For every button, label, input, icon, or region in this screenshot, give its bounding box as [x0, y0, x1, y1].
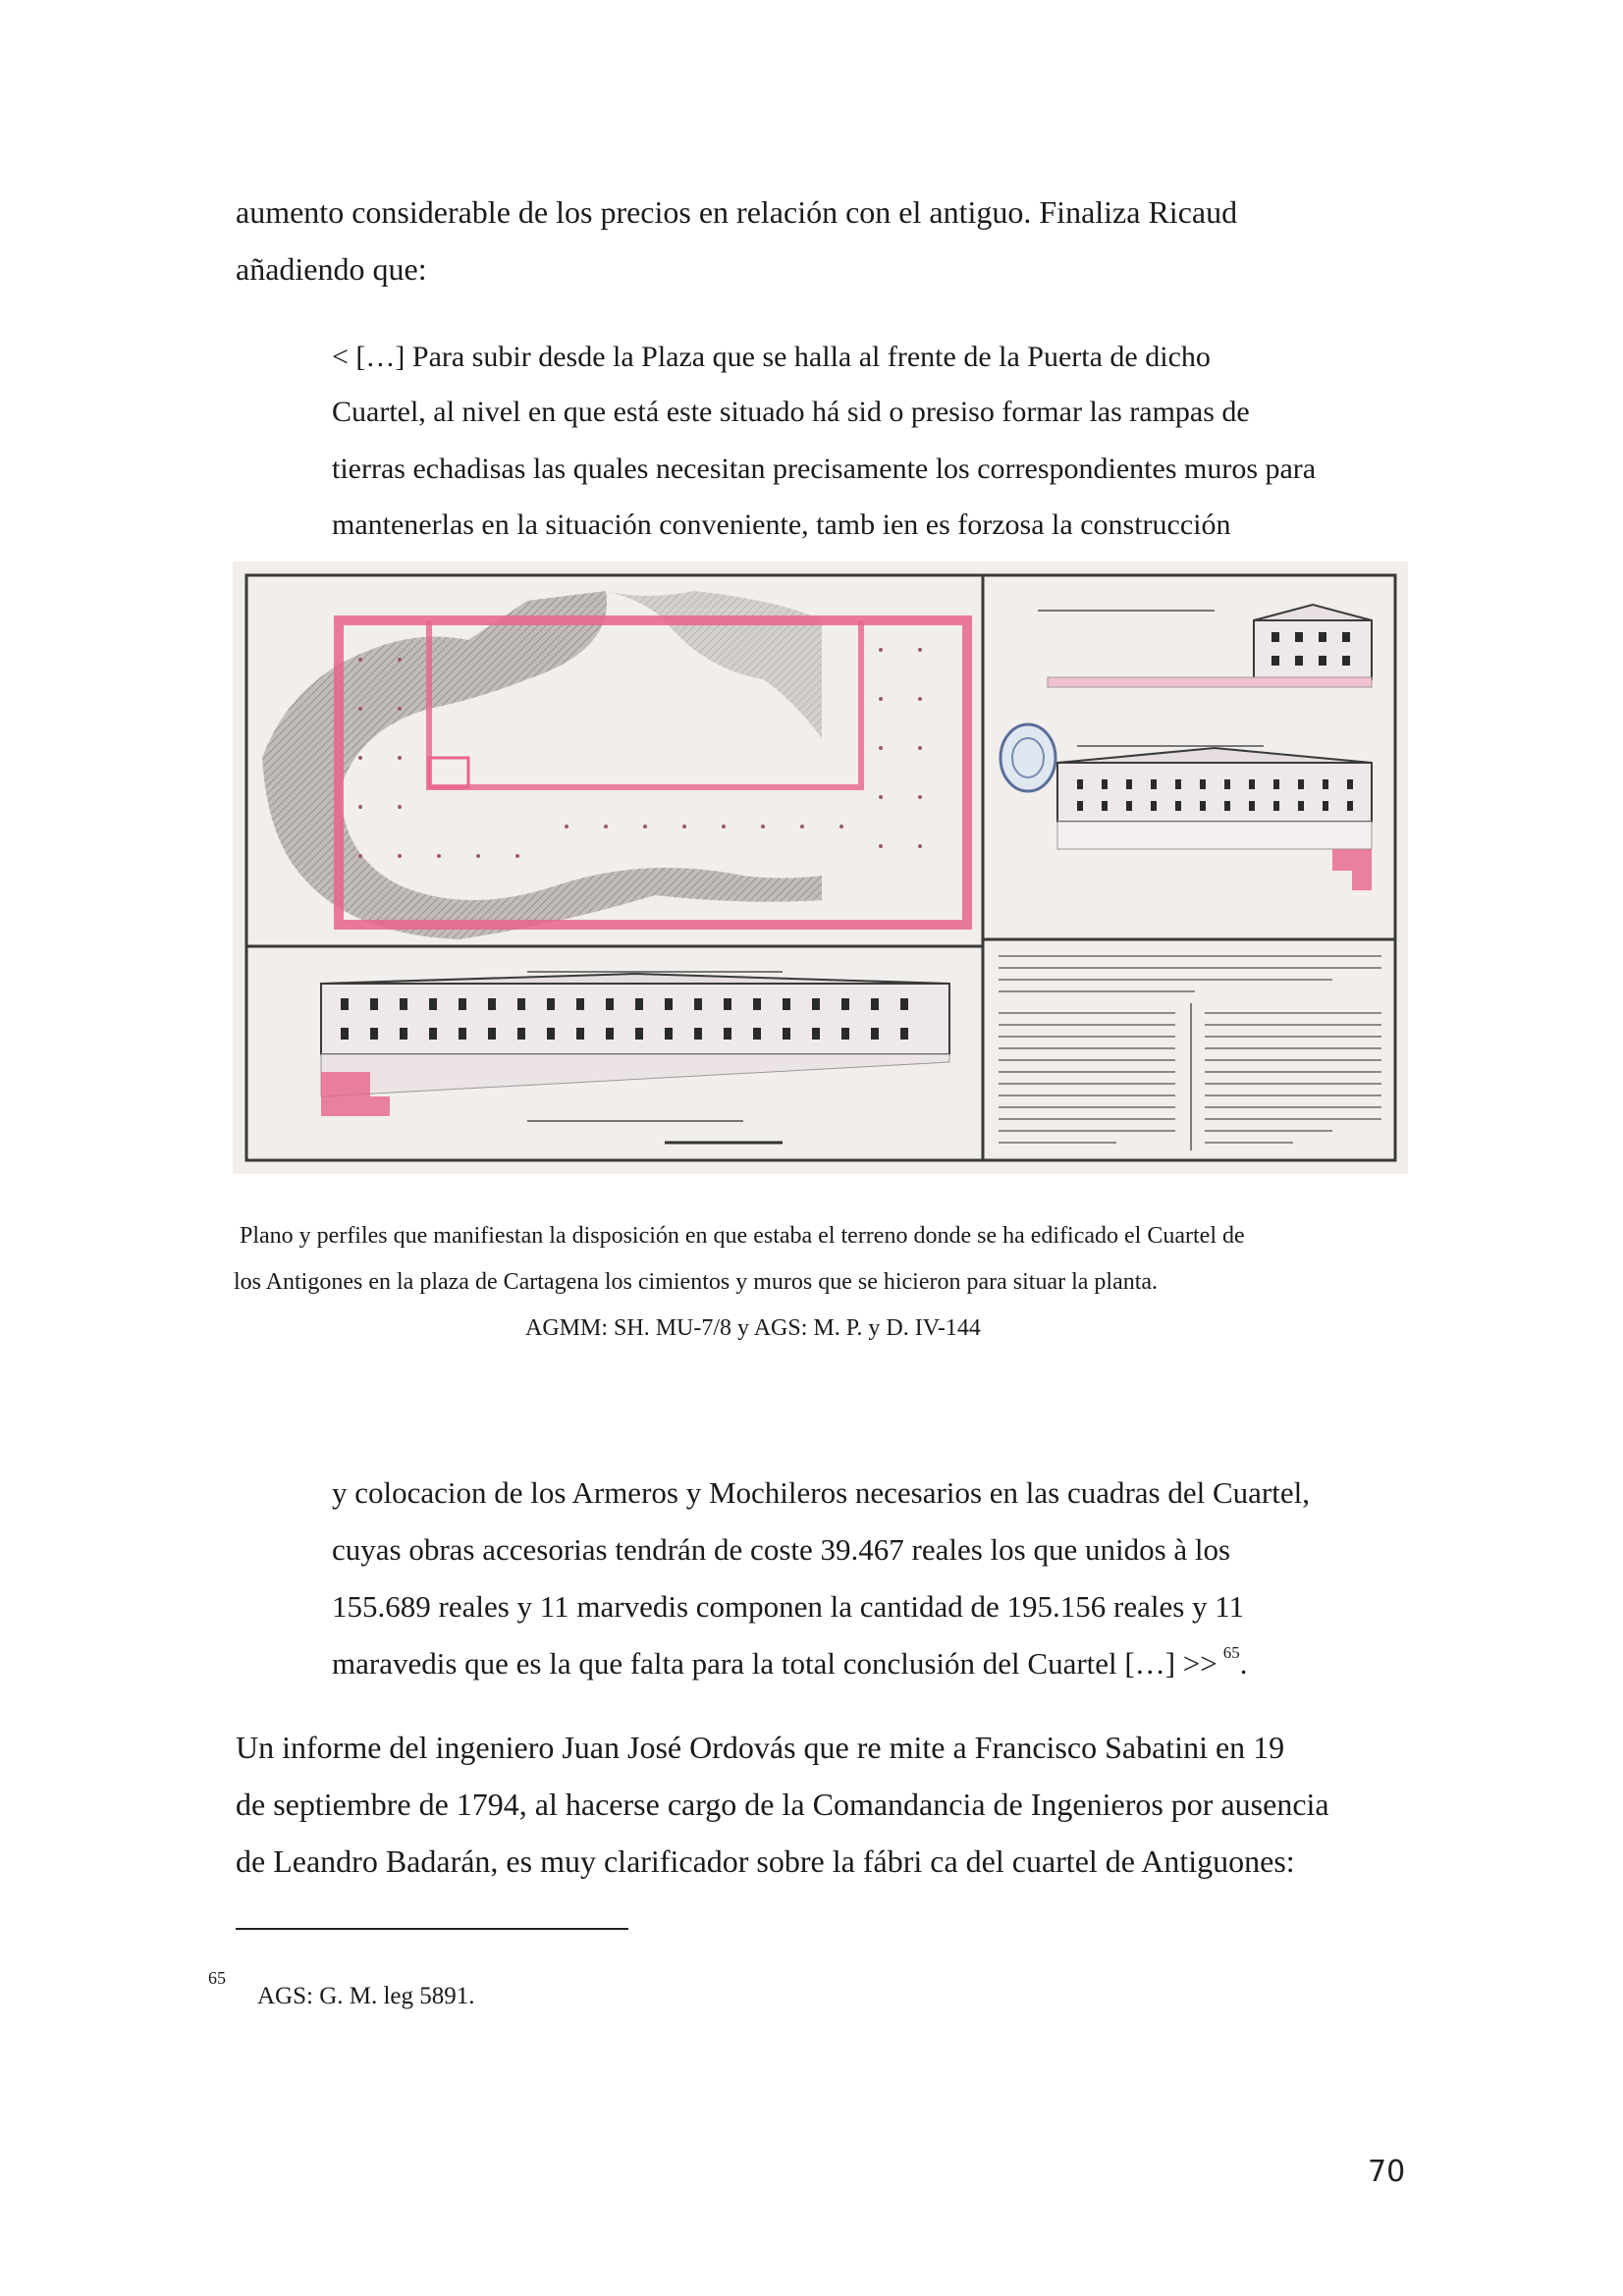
- quote-line: tierras echadisas las quales necesitan precisamente los correspondientes muros para: [332, 453, 1317, 485]
- quote-line-with-ref: [332, 1643, 1248, 1682]
- historical-plan-image: [233, 561, 1408, 1174]
- paragraph-line: de septiembre de 1794, al hacerse cargo de la Comandancia de Ingenieros por ausencia: [236, 1787, 1329, 1822]
- figure-caption-line: los Antigones en la plaza de Cartagena los cimientos y muros que se hicieron para situar la planta.: [234, 1269, 1159, 1295]
- quote-line: cuyas obras accesorias tendrán de coste 39.467 reales los que unidos à los: [332, 1532, 1231, 1567]
- quote-line: mantenerlas en la situación conveniente, tamb ien es forzosa la construcción: [332, 508, 1231, 541]
- quote-line: 155.689 reales y 11 marvedis componen la cantidad de 195.156 reales y 11: [332, 1589, 1245, 1624]
- end-punctuation: .: [1239, 1646, 1248, 1681]
- quote-text: maravedis que es la que falta para la total conclusión del Cuartel […] >>: [332, 1646, 1217, 1681]
- quote-line: Cuartel, al nivel en que está este situado há sid o presiso formar las rampas de: [332, 396, 1250, 428]
- page-number: 70: [1368, 2155, 1406, 2189]
- footnote-separator: [236, 1928, 628, 1930]
- figure-source: AGMM: SH. MU-7/8 y AGS: M. P. y D. IV-144: [525, 1315, 981, 1341]
- footnote-text: AGS: G. M. leg 5891.: [257, 1983, 475, 2009]
- paragraph-line: añadiendo que:: [236, 251, 427, 287]
- footnote-reference[interactable]: 65: [1222, 1643, 1240, 1662]
- paragraph-line: Un informe del ingeniero Juan José Ordovás que re mite a Francisco Sabatini en 19: [236, 1730, 1285, 1765]
- paragraph-line: de Leandro Badarán, es muy clarificador sobre la fábri ca del cuartel de Antiguones:: [236, 1843, 1295, 1879]
- figure-caption-line: Plano y perfiles que manifiestan la disposición en que estaba el terreno donde se ha edificado el Cuartel de: [240, 1223, 1245, 1249]
- paragraph-line: aumento considerable de los precios en relación con el antiguo. Finaliza Ricaud: [236, 194, 1238, 230]
- quote-line: < […] Para subir desde la Plaza que se halla al frente de la Puerta de dicho: [332, 341, 1211, 373]
- quote-line: y colocacion de los Armeros y Mochileros necesarios en las cuadras del Cuartel,: [332, 1475, 1310, 1510]
- footnote-number: 65: [208, 1968, 226, 1988]
